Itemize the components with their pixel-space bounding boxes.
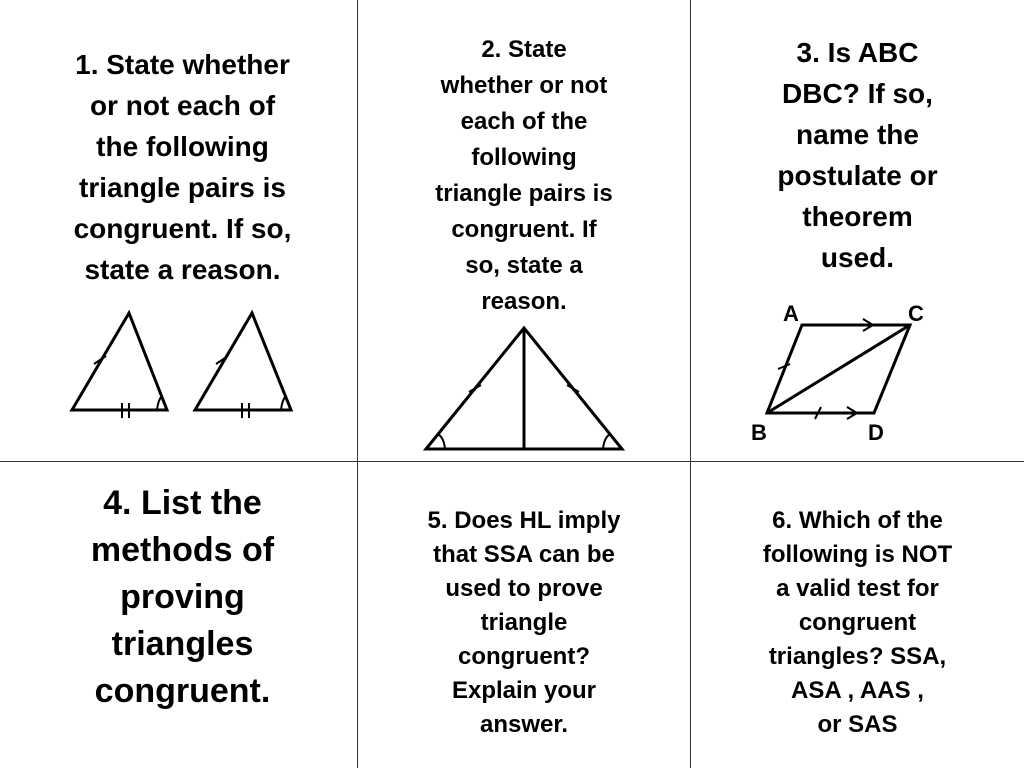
card-2-triangle-diagram	[358, 0, 690, 461]
card-3-line: 3. Is ABC	[796, 37, 919, 68]
card-2-line: whether or not	[440, 72, 608, 99]
card-6-line: 6. Which of the	[772, 507, 943, 534]
card-3-parallelogram-diagram	[691, 0, 1024, 461]
card-2-line: 2. State	[481, 36, 567, 63]
card-1	[0, 0, 357, 461]
label-d: D	[868, 420, 884, 445]
card-4-line: congruent.	[94, 672, 271, 710]
card-6-line: congruent	[798, 609, 917, 636]
triangle-left	[72, 313, 167, 410]
label-c: C	[908, 301, 924, 326]
card-4-line: triangles	[111, 625, 254, 663]
card-3-line: used.	[820, 242, 895, 273]
label-a: A	[783, 301, 799, 326]
card-1-line: state a reason.	[84, 254, 281, 285]
card-6-line: triangles? SSA,	[768, 643, 947, 670]
card-2-line: each of the	[460, 108, 588, 135]
card-6-text	[706, 504, 1009, 742]
card-5-line: answer.	[479, 711, 569, 738]
angle-mark	[603, 434, 610, 449]
diagonal-bc	[767, 325, 910, 413]
card-5-line: that SSA can be	[433, 541, 615, 568]
card-1-line: the following	[96, 131, 269, 162]
card-1-line: congruent. If so,	[73, 213, 292, 244]
card-4-text	[20, 480, 345, 715]
card-4	[0, 462, 357, 768]
card-4-line: 4. List the	[103, 484, 262, 522]
card-3	[691, 0, 1024, 461]
card-5-line: triangle	[480, 609, 568, 636]
angle-mark	[157, 396, 162, 410]
tick-mark	[567, 385, 579, 392]
card-5-line: Explain your	[451, 677, 597, 704]
card-2-line: reason.	[481, 288, 567, 315]
card-2-line: following	[471, 144, 577, 171]
card-5	[358, 462, 690, 768]
card-6-line: ASA , AAS ,	[791, 677, 924, 704]
angle-mark	[438, 434, 445, 449]
card-2	[358, 0, 690, 461]
card-5-line: 5. Does HL imply	[427, 507, 621, 534]
card-1-triangle-pair-diagram	[0, 0, 357, 461]
card-6-line: or SAS	[817, 711, 898, 738]
card-3-line: theorem	[802, 201, 913, 232]
card-5-line: used to prove	[445, 575, 603, 602]
card-6-line: a valid test for	[776, 575, 939, 602]
tick-mark	[469, 385, 481, 392]
card-5-text	[373, 504, 675, 742]
label-b: B	[751, 420, 767, 445]
card-2-line: triangle pairs is	[435, 180, 613, 207]
card-4-line: proving	[120, 578, 245, 616]
card-5-line: congruent?	[458, 643, 590, 670]
card-1-line: 1. State whether	[75, 49, 290, 80]
card-3-line: name the	[796, 119, 919, 150]
angle-mark	[281, 396, 286, 410]
card-1-line: or not each of	[89, 90, 276, 121]
card-3-line: DBC? If so,	[782, 78, 933, 109]
card-3-line: postulate or	[777, 160, 938, 191]
triangle-right	[195, 313, 291, 410]
card-2-line: congruent. If	[451, 216, 597, 243]
card-1-line: triangle pairs is	[79, 172, 286, 203]
card-4-line: methods of	[90, 531, 275, 569]
card-6	[691, 462, 1024, 768]
card-6-line: following is NOT	[762, 541, 953, 568]
card-2-line: so, state a	[465, 252, 583, 279]
